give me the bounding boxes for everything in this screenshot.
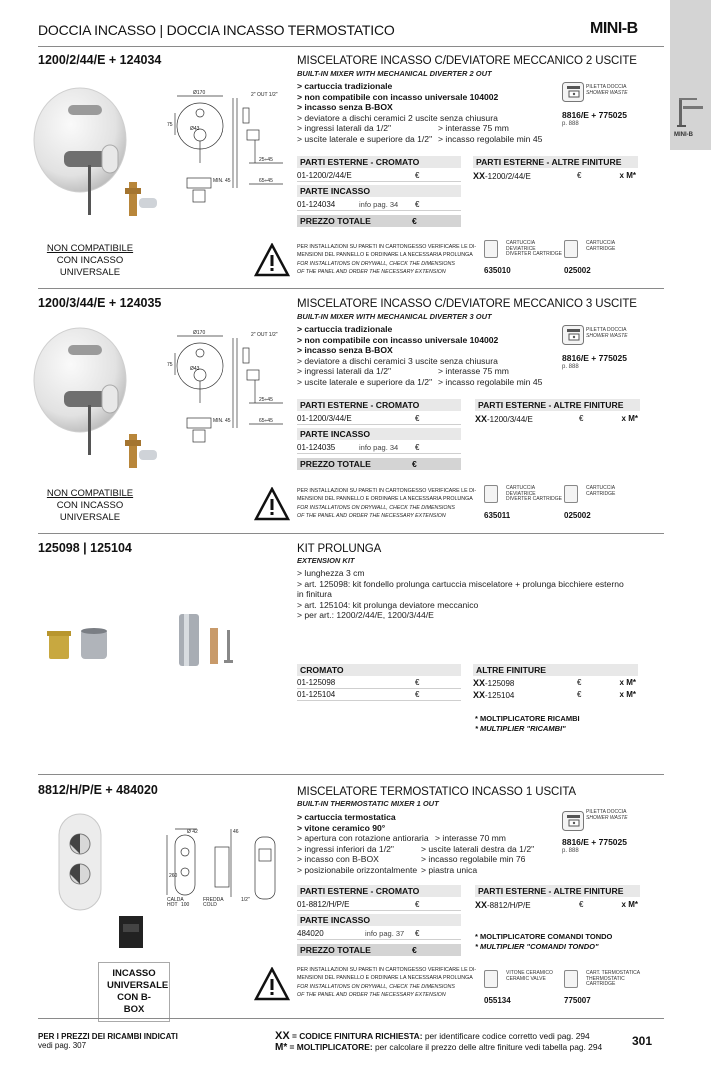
compatibility-note	[40, 488, 140, 524]
compatibility-note	[98, 962, 170, 1022]
cartridge-item	[484, 970, 564, 1010]
chrome-price-table	[297, 885, 461, 956]
feature: > ingressi inferiori da 1/2"	[297, 843, 394, 854]
info-page: info pag. 34	[359, 443, 399, 452]
product-image-bbox	[117, 914, 145, 950]
feature: > incasso con B-BOX	[297, 854, 379, 865]
table-row	[473, 689, 638, 701]
feature: > deviatore a dischi ceramici 3 uscite senza chiusura	[297, 355, 498, 366]
legend-label: = CODICE FINITURA RICHIESTA:	[289, 1031, 423, 1041]
info-page: info pag. 34	[359, 200, 399, 209]
dim-label: CALDA	[167, 897, 184, 903]
multiplier: x M*	[621, 900, 638, 909]
price-cell: €	[412, 945, 417, 955]
cartridge-code: 025002	[564, 511, 591, 520]
price-cell: €	[412, 216, 417, 226]
table-row	[297, 199, 461, 211]
waste-label: PILETTA DOCCIA	[586, 327, 627, 333]
total-label: PREZZO TOTALE	[300, 216, 371, 226]
feature: in finitura	[297, 589, 332, 600]
cartridge-label: CART. TERMOSTATICA	[586, 970, 641, 976]
feature: > apertura con rotazione antioraria	[297, 833, 429, 844]
product-code: 01-124034	[297, 200, 336, 209]
section-3-title: KIT PROLUNGA	[297, 543, 382, 555]
feature: > non compatibile con incasso universale 104002	[297, 91, 499, 102]
cartridge-icon	[564, 240, 578, 258]
warning-line: MENSIONI DEL PANNELLO E ORDINARE LA NECESSARIA PROLUNGA	[297, 252, 473, 259]
section-4-title: MISCELATORE TERMOSTATICO INCASSO 1 USCITA	[297, 786, 576, 798]
feature: > uscite laterali destra da 1/2"	[421, 843, 535, 854]
product-code: 01-8812/H/P/E	[297, 900, 350, 909]
cartridge-code: 775007	[564, 996, 591, 1005]
legend-label: = MOLTIPLICATORE:	[287, 1042, 373, 1052]
section-2-title: MISCELATORE INCASSO C/DEVIATORE MECCANICO 3 USCITE	[297, 298, 637, 310]
feature: > piastra unica	[421, 864, 478, 875]
cartridge-icon	[564, 485, 578, 503]
multiplier: x M*	[621, 414, 638, 423]
table-header: PARTI ESTERNE - CROMATO	[297, 399, 461, 411]
feature: > incasso senza B-BOX	[297, 345, 393, 356]
cartridge-label: CARTUCCIA	[506, 240, 536, 246]
cartridge-label: CARTRIDGE	[586, 981, 616, 988]
divider	[38, 288, 664, 289]
waste-label: PILETTA DOCCIA	[586, 84, 627, 90]
table-header: PARTE INCASSO	[297, 428, 461, 440]
product-code: -8812/H/P/E	[487, 901, 531, 910]
waste-label-en: SHOWER WASTE	[586, 333, 628, 339]
divider	[38, 774, 664, 775]
shower-waste-icon	[562, 811, 584, 831]
dim-label: HOT	[167, 902, 178, 907]
waste-code: 8816/E + 775025	[562, 110, 627, 120]
product-image-box	[125, 178, 159, 218]
warning-icon	[254, 967, 290, 1001]
table-row	[297, 928, 461, 940]
cartridge-label: VITONE CERAMICO	[506, 970, 553, 976]
dim-label: 25÷45	[259, 157, 273, 163]
dim-label: Ø 42	[187, 829, 198, 835]
shower-waste-block	[562, 325, 628, 370]
section-1-code: 1200/2/44/E + 124034	[38, 53, 162, 67]
footer-legend	[275, 1031, 602, 1053]
chrome-price-table	[297, 399, 461, 470]
cartridge-item	[484, 485, 564, 525]
multiplier: x M*	[619, 171, 636, 180]
total-row	[297, 944, 461, 956]
product-code: 01-125098	[297, 678, 336, 687]
note-en: * MULTIPLIER "COMANDI TONDO"	[475, 942, 599, 951]
footer-spares-note	[38, 1032, 178, 1050]
table-row	[297, 899, 461, 911]
other-finishes-table	[475, 399, 640, 425]
footer-spares-title: PER I PREZZI DEI RICAMBI INDICATI	[38, 1032, 178, 1041]
compat-line: CON B-BOX	[117, 992, 151, 1015]
dim-label: Ø43	[190, 126, 200, 132]
cartridge-label: CARTUCCIA	[506, 485, 536, 491]
waste-code: 8816/E + 775025	[562, 353, 627, 363]
section-1-features	[297, 81, 577, 145]
section-2-subtitle: BUILT-IN MIXER WITH MECHANICAL DIVERTER 3 OUT	[297, 312, 492, 321]
divider	[38, 533, 664, 534]
dim-label: 65÷45	[259, 418, 273, 424]
cartridge-label: CARTRIDGE	[586, 245, 616, 252]
dim-label: 25÷45	[259, 397, 273, 403]
section-4-subtitle: BUILT-IN THERMOSTATIC MIXER 1 OUT	[297, 799, 439, 808]
waste-page: p. 888	[562, 848, 579, 854]
dim-label: COLD	[203, 902, 217, 907]
section-3-subtitle: EXTENSION KIT	[297, 556, 355, 565]
note-en: * MULTIPLIER "RICAMBI"	[475, 724, 566, 733]
compat-line: UNIVERSALE	[107, 980, 169, 991]
table-header: PARTE INCASSO	[297, 185, 461, 197]
note-it: * MOLTIPLICATORE COMANDI TONDO	[475, 932, 613, 941]
table-row	[473, 677, 638, 689]
product-code: 01-125104	[297, 690, 336, 699]
table-header: PARTI ESTERNE - CROMATO	[297, 885, 461, 897]
dim-label: Ø170	[193, 330, 206, 336]
dim-label: Ø170	[193, 90, 206, 96]
shower-waste-block	[562, 82, 628, 127]
product-image-box	[125, 430, 159, 470]
cartridge-label: CARTUCCIA	[586, 485, 616, 491]
total-row	[297, 215, 461, 227]
warning-line: FOR INSTALLATIONS ON DRYWALL, CHECK THE DIMENSIONS	[297, 983, 455, 990]
feature: > posizionabile orizzontalmente	[297, 864, 418, 875]
warning-line: OF THE PANEL AND ORDER THE NECESSARY EXTENSION	[297, 991, 446, 998]
warning-line: MENSIONI DEL PANNELLO E ORDINARE LA NECESSARIA PROLUNGA	[297, 496, 473, 503]
info-page: info pag. 37	[365, 929, 405, 938]
price-cell: €	[577, 171, 582, 180]
table-header: PARTI ESTERNE - ALTRE FINITURE	[475, 399, 640, 411]
section-4-code: 8812/H/P/E + 484020	[38, 783, 158, 797]
shower-waste-icon	[562, 325, 584, 345]
feature: > deviatore a dischi ceramici 2 uscite senza chiusura	[297, 112, 498, 123]
other-finishes-table	[473, 156, 638, 182]
dim-label: 75	[167, 122, 173, 128]
multiplier: x M*	[619, 678, 636, 687]
cartridge-label: THERMOSTATIC	[586, 975, 625, 982]
feature: > uscite laterale e superiore da 1/2"	[297, 133, 433, 144]
table-row	[475, 413, 640, 425]
product-code: -1200/2/44/E	[485, 172, 531, 181]
chrome-price-table	[297, 664, 461, 701]
cartridge-label: DEVIATRICE	[506, 490, 536, 497]
product-code: 484020	[297, 929, 324, 938]
feature: > vitone ceramico 90°	[297, 822, 386, 833]
price-cell: €	[415, 171, 420, 180]
waste-page: p. 888	[562, 121, 579, 127]
warning-line: PER INSTALLAZIONI SU PARETI IN CARTONGESSO VERIFICARE LE DI-	[297, 967, 477, 973]
dim-label: 100	[181, 902, 190, 907]
compat-line: UNIVERSALE	[59, 512, 121, 523]
dim-label: Ø43	[190, 366, 200, 372]
dim-label: 2" OUT 1/2"	[251, 92, 278, 98]
warning-line: PER INSTALLAZIONI SU PARETI IN CARTONGESSO VERIFICARE LE DI-	[297, 244, 477, 250]
finish-prefix: XX	[473, 690, 486, 700]
table-header: PARTI ESTERNE - ALTRE FINITURE	[473, 156, 638, 168]
legend-text: per identificare codice corretto vedi pag. 294	[422, 1031, 590, 1041]
feature: > interasse 75 mm	[438, 123, 509, 134]
compat-line: INCASSO	[112, 968, 156, 979]
multiplier: x M*	[619, 690, 636, 699]
compat-line: NON COMPATIBILE	[46, 243, 134, 254]
table-row	[297, 677, 461, 689]
warning-line: OF THE PANEL AND ORDER THE NECESSARY EXTENSION	[297, 512, 446, 519]
product-image-thermostatic	[55, 812, 105, 912]
feature: > ingressi laterali da 1/2"	[297, 366, 392, 377]
feature: > incasso regolabile min 45	[438, 133, 543, 144]
total-label: PREZZO TOTALE	[300, 459, 371, 469]
table-row	[297, 442, 461, 454]
product-code: 01-1200/3/44/E	[297, 414, 352, 423]
price-cell: €	[579, 414, 584, 423]
other-finishes-table	[473, 664, 638, 701]
technical-drawing	[165, 827, 285, 907]
price-cell: €	[577, 690, 582, 699]
product-image-extension-parts	[45, 625, 115, 665]
total-row	[297, 458, 461, 470]
cartridge-label: CERAMIC VALVE	[506, 975, 546, 982]
warning-line: OF THE PANEL AND ORDER THE NECESSARY EXTENSION	[297, 268, 446, 275]
faucet-icon	[675, 96, 705, 130]
price-cell: €	[415, 929, 420, 938]
waste-code: 8816/E + 775025	[562, 837, 627, 847]
legend-text: per calcolare il prezzo delle altre finiture vedi tabella pag. 294	[372, 1042, 603, 1052]
cartridge-label: DIVERTER CARTRIDGE	[506, 496, 562, 503]
divider	[38, 1018, 664, 1019]
other-finishes-table	[475, 885, 640, 911]
feature: > cartuccia tradizionale	[297, 81, 393, 91]
product-code: 01-124035	[297, 443, 336, 452]
dim-label: 260	[169, 873, 178, 879]
feature: > lunghezza 3 cm	[297, 568, 365, 578]
dim-label: 46	[233, 829, 239, 835]
feature: > art. 125104: kit prolunga deviatore meccanico	[297, 599, 479, 610]
multiplier-note	[475, 714, 580, 734]
thermostatic-cartridge-icon	[564, 970, 578, 988]
shower-waste-icon	[562, 82, 584, 102]
warning-icon	[254, 487, 290, 521]
product-image-extension-tube	[175, 610, 245, 670]
table-header: CROMATO	[297, 664, 461, 676]
price-cell: €	[415, 200, 420, 209]
cartridge-label: DEVIATRICE	[506, 245, 536, 252]
waste-label-en: SHOWER WASTE	[586, 815, 628, 821]
cartridge-item	[564, 240, 644, 280]
waste-label: PILETTA DOCCIA	[586, 809, 627, 815]
dim-label: 1/2"	[241, 897, 250, 903]
cartridge-code: 635011	[484, 511, 511, 520]
feature: > per art.: 1200/2/44/E, 1200/3/44/E	[297, 610, 434, 621]
price-cell: €	[415, 690, 420, 699]
price-cell: €	[412, 459, 417, 469]
warning-line: FOR INSTALLATIONS ON DRYWALL, CHECK THE DIMENSIONS	[297, 504, 455, 511]
cartridge-item	[564, 970, 654, 1010]
diverter-cartridge-icon	[484, 240, 498, 258]
warning-line: FOR INSTALLATIONS ON DRYWALL, CHECK THE DIMENSIONS	[297, 260, 455, 267]
feature: > cartuccia tradizionale	[297, 324, 393, 334]
warning-icon	[254, 243, 290, 277]
dim-label: 75	[167, 362, 173, 368]
page-number: 301	[632, 1034, 653, 1048]
table-row	[297, 413, 461, 425]
feature: > interasse 70 mm	[435, 833, 506, 844]
warning-line: MENSIONI DEL PANNELLO E ORDINARE LA NECESSARIA PROLUNGA	[297, 975, 473, 982]
dim-label: MIN. 45	[213, 178, 231, 184]
table-row	[297, 689, 461, 701]
page-title: DOCCIA INCASSO | DOCCIA INCASSO TERMOSTATICO	[38, 22, 395, 38]
feature: > ingressi laterali da 1/2"	[297, 123, 392, 134]
cartridge-item	[484, 240, 564, 280]
section-2-features	[297, 324, 577, 388]
section-3-features	[297, 568, 637, 621]
dim-label: FREDDA	[203, 897, 224, 903]
dim-label: 65÷45	[259, 178, 273, 184]
feature: > non compatibile con incasso universale 104002	[297, 334, 499, 345]
feature: > interasse 75 mm	[438, 366, 509, 377]
cartridge-label: CARTRIDGE	[586, 490, 616, 497]
cartridge-code: 025002	[564, 266, 591, 275]
compat-line: CON INCASSO	[56, 500, 124, 511]
total-label: PREZZO TOTALE	[300, 945, 371, 955]
multiplier-note	[475, 932, 612, 952]
table-header: PARTI ESTERNE - CROMATO	[297, 156, 461, 168]
cartridge-item	[564, 485, 644, 525]
table-row	[473, 170, 638, 182]
drywall-warning	[297, 243, 477, 276]
table-header: PARTI ESTERNE - ALTRE FINITURE	[475, 885, 640, 897]
table-header: PARTE INCASSO	[297, 914, 461, 926]
waste-page: p. 888	[562, 364, 579, 370]
table-row	[475, 899, 640, 911]
feature: > art. 125098: kit fondello prolunga cartuccia miscelatore + prolunga bicchiere esterno	[297, 578, 624, 589]
price-cell: €	[415, 678, 420, 687]
compat-line: NON COMPATIBILE	[46, 488, 134, 499]
ceramic-valve-icon	[484, 970, 498, 988]
technical-drawing	[165, 88, 285, 210]
price-cell: €	[579, 900, 584, 909]
technical-drawing	[165, 328, 285, 450]
product-code: -125098	[485, 679, 515, 688]
section-3-code: 125098 | 125104	[38, 541, 132, 555]
side-tab-label: MINI-B	[674, 132, 693, 138]
feature: > cartuccia termostatica	[297, 812, 396, 822]
legend-key: XX	[275, 1030, 290, 1042]
feature: > incasso senza B-BOX	[297, 102, 393, 113]
product-code: -125104	[485, 691, 515, 700]
finish-prefix: XX	[475, 900, 488, 910]
section-4-features	[297, 812, 587, 876]
finish-prefix: XX	[473, 171, 486, 181]
diverter-cartridge-icon	[484, 485, 498, 503]
feature: > incasso regolabile min 45	[438, 376, 543, 387]
dim-label: MIN. 45	[213, 418, 231, 424]
cartridge-code: 635010	[484, 266, 511, 275]
product-code: 01-1200/2/44/E	[297, 171, 352, 180]
brand-name: MINI-B	[590, 20, 638, 37]
price-cell: €	[577, 678, 582, 687]
compat-line: CON INCASSO	[56, 255, 124, 266]
section-1-title: MISCELATORE INCASSO C/DEVIATORE MECCANICO 2 USCITE	[297, 55, 637, 67]
waste-label-en: SHOWER WASTE	[586, 90, 628, 96]
divider	[38, 46, 664, 47]
price-cell: €	[415, 900, 420, 909]
note-it: * MOLTIPLICATORE RICAMBI	[475, 714, 580, 723]
legend-key: M*	[275, 1042, 288, 1053]
price-cell: €	[415, 443, 420, 452]
footer-spares-page: vedi pag. 307	[38, 1041, 87, 1050]
drywall-warning	[297, 966, 477, 999]
finish-prefix: XX	[475, 414, 488, 424]
product-code: -1200/3/44/E	[487, 415, 533, 424]
feature: > incasso regolabile min 76	[421, 854, 526, 865]
table-header: ALTRE FINITURE	[473, 664, 638, 676]
chrome-price-table	[297, 156, 461, 227]
section-1-subtitle: BUILT-IN MIXER WITH MECHANICAL DIVERTER 2 OUT	[297, 69, 492, 78]
cartridge-code: 055134	[484, 996, 511, 1005]
side-tab	[670, 0, 711, 1065]
compatibility-note	[40, 243, 140, 279]
finish-prefix: XX	[473, 678, 486, 688]
cartridge-label: CARTUCCIA	[586, 240, 616, 246]
price-cell: €	[415, 414, 420, 423]
warning-line: PER INSTALLAZIONI SU PARETI IN CARTONGESSO VERIFICARE LE DI-	[297, 488, 477, 494]
compat-line: UNIVERSALE	[59, 267, 121, 278]
dim-label: 2" OUT 1/2"	[251, 332, 278, 338]
section-2-code: 1200/3/44/E + 124035	[38, 296, 162, 310]
cartridge-label: DIVERTER CARTRIDGE	[506, 251, 562, 258]
drywall-warning	[297, 487, 477, 520]
shower-waste-block	[562, 809, 628, 854]
feature: > uscite laterale e superiore da 1/2"	[297, 376, 433, 387]
table-row	[297, 170, 461, 182]
